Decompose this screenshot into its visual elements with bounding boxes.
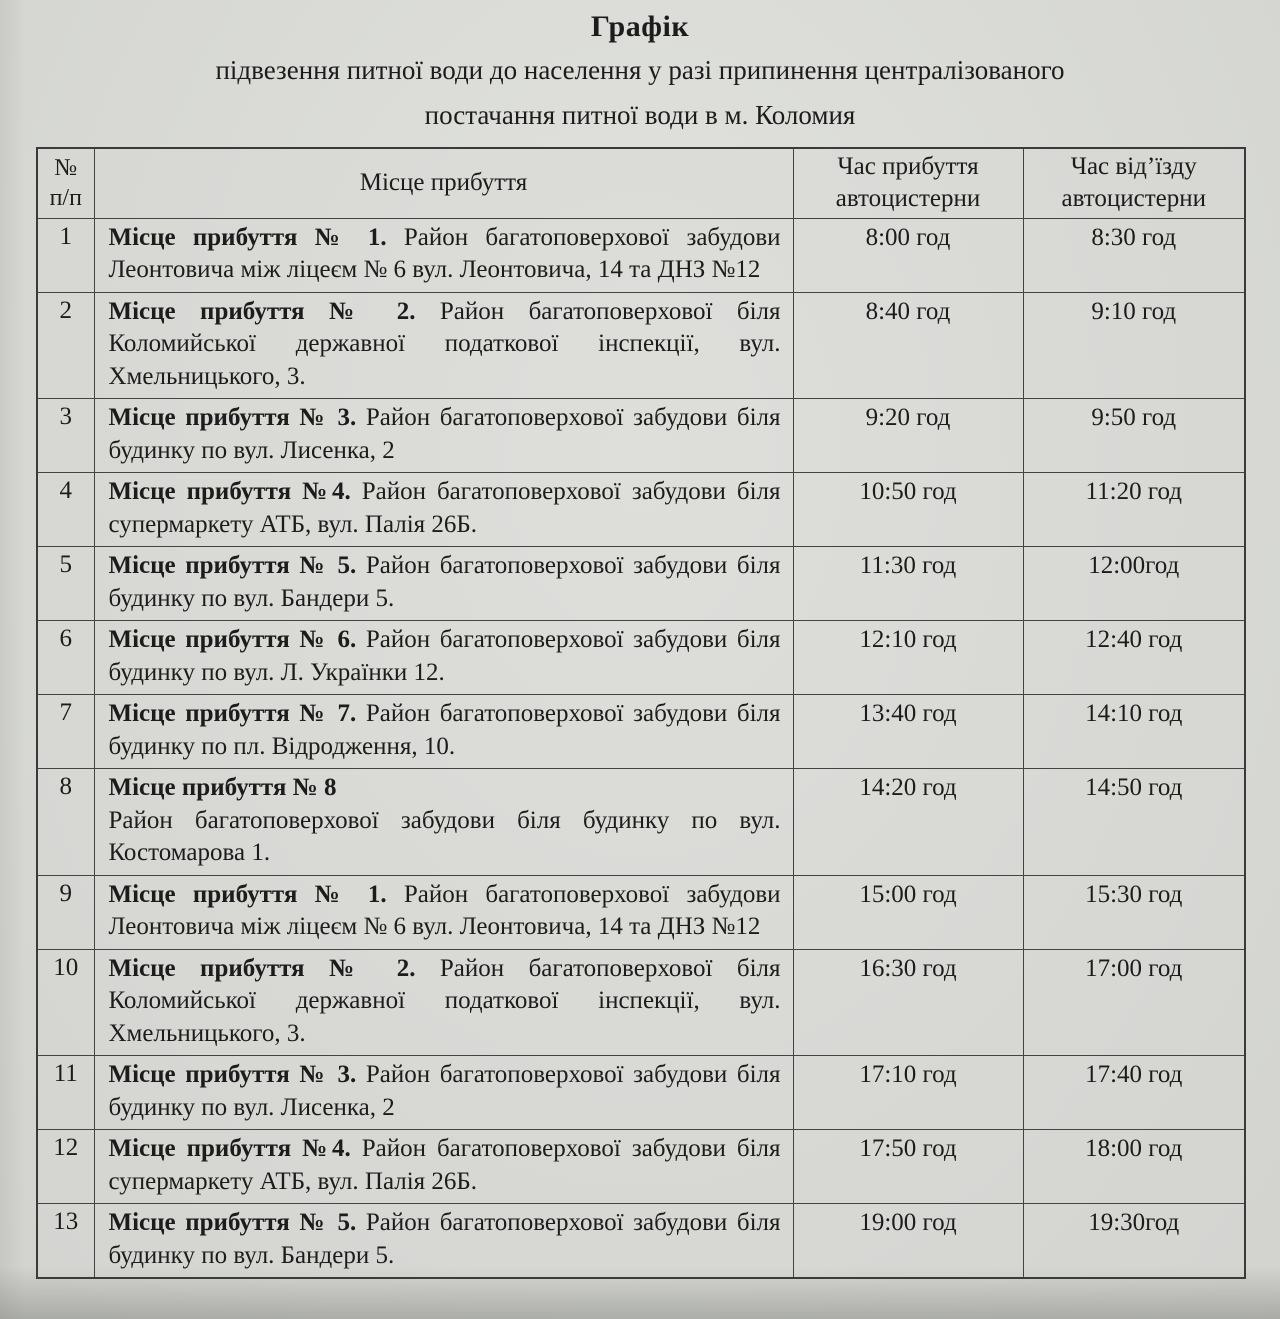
place-cell bbox=[94, 875, 793, 949]
page-title: Графік bbox=[590, 10, 690, 43]
row-number: 8 bbox=[37, 769, 94, 876]
place-title: Місце прибуття № 7. bbox=[108, 700, 357, 728]
departure-time: 11:20 год bbox=[1023, 473, 1245, 547]
place-description: Район багатоповерхової забудови біля будинку по вул. Бандери 5. bbox=[108, 1209, 781, 1269]
header-row bbox=[37, 148, 1245, 219]
departure-time: 19:30год bbox=[1023, 1204, 1245, 1279]
table-row bbox=[37, 1204, 1245, 1279]
arrival-time: 17:10 год bbox=[793, 1056, 1023, 1130]
row-number: 6 bbox=[37, 621, 94, 695]
place-title: Місце прибуття № 1. bbox=[108, 880, 387, 908]
row-number: 2 bbox=[37, 292, 94, 399]
place-cell bbox=[94, 695, 793, 769]
place-description: Район багатоповерхової забудови Леонтовича між ліцеєм № 6 вул. Леонтовича, 14 та ДНЗ №12 bbox=[108, 880, 781, 941]
place-title: Місце прибуття № 2. bbox=[108, 954, 416, 982]
place-description: Район багатоповерхової забудови біля будинку по пл. Відродження, 10. bbox=[108, 700, 781, 760]
row-number: 12 bbox=[37, 1130, 94, 1204]
place-description: Район багатоповерхової забудови біля будинку по вул. Бандери 5. bbox=[108, 552, 781, 612]
table-row bbox=[37, 1130, 1245, 1204]
place-title: Місце прибуття № 3. bbox=[108, 404, 357, 432]
arrival-time: 17:50 год bbox=[793, 1130, 1023, 1204]
table-row bbox=[37, 218, 1245, 292]
place-description: Район багатоповерхової забудови біля будинку по вул. Лисенка, 2 bbox=[108, 404, 781, 464]
arrival-time: 13:40 год bbox=[793, 695, 1023, 769]
departure-time: 14:10 год bbox=[1023, 695, 1245, 769]
row-number: 5 bbox=[37, 547, 94, 621]
place-cell bbox=[94, 547, 793, 621]
departure-time: 12:40 год bbox=[1023, 621, 1245, 695]
arrival-time: 19:00 год bbox=[793, 1204, 1023, 1279]
departure-time: 17:00 год bbox=[1023, 949, 1245, 1056]
row-number: 13 bbox=[37, 1204, 94, 1279]
table-row bbox=[37, 875, 1245, 949]
row-number: 4 bbox=[37, 473, 94, 547]
arrival-time: 12:10 год bbox=[793, 621, 1023, 695]
header-place: Місце прибуття bbox=[94, 148, 793, 219]
place-description: Район багатоповерхової забудови біля будинку по вул. Лисенка, 2 bbox=[108, 1061, 781, 1121]
table-row bbox=[37, 621, 1245, 695]
subtitle-line-2: постачання питної води в м. Коломия bbox=[424, 100, 856, 131]
place-cell bbox=[94, 769, 793, 876]
place-cell bbox=[94, 292, 793, 399]
place-cell bbox=[94, 218, 793, 292]
place-description: Район багатоповерхової забудови Леонтовича між ліцеєм № 6 вул. Леонтовича, 14 та ДНЗ №12 bbox=[108, 223, 781, 284]
departure-time: 8:30 год bbox=[1023, 218, 1245, 292]
header-number: № п/п bbox=[37, 148, 94, 219]
arrival-time: 8:00 год bbox=[793, 218, 1023, 292]
place-description: Район багатоповерхової забудови біля супермаркету АТБ, вул. Палія 26Б. bbox=[108, 478, 781, 538]
place-cell bbox=[94, 473, 793, 547]
arrival-time: 10:50 год bbox=[793, 473, 1023, 547]
place-description: Район багатоповерхової біля Коломийської державної податкової інспекції, вул. Хмельницького, 3. bbox=[108, 954, 781, 1047]
arrival-time: 15:00 год bbox=[793, 875, 1023, 949]
place-description: Район багатоповерхової забудови біля будинку по вул. Л. Українки 12. bbox=[108, 626, 781, 686]
place-title: Місце прибуття № 3. bbox=[108, 1061, 357, 1089]
place-title: Місце прибуття №4. bbox=[108, 1135, 351, 1163]
place-title: Місце прибуття № 5. bbox=[108, 552, 357, 580]
place-cell bbox=[94, 621, 793, 695]
header-arrival-time: Час прибуття автоцистерни bbox=[793, 148, 1023, 219]
table-row bbox=[37, 473, 1245, 547]
departure-time: 18:00 год bbox=[1023, 1130, 1245, 1204]
row-number: 10 bbox=[37, 949, 94, 1056]
place-cell bbox=[94, 1204, 793, 1279]
departure-time: 17:40 год bbox=[1023, 1056, 1245, 1130]
departure-time: 14:50 год bbox=[1023, 769, 1245, 876]
arrival-time: 14:20 год bbox=[793, 769, 1023, 876]
place-title: Місце прибуття № 2. bbox=[108, 297, 416, 325]
place-cell bbox=[94, 1056, 793, 1130]
schedule-table bbox=[36, 147, 1246, 1280]
place-title: Місце прибуття №4. bbox=[108, 478, 351, 506]
place-cell bbox=[94, 949, 793, 1056]
header-departure-time: Час від’їзду автоцистерни bbox=[1023, 148, 1245, 219]
departure-time: 9:50 год bbox=[1023, 399, 1245, 473]
place-title: Місце прибуття № 5. bbox=[108, 1209, 357, 1237]
place-cell bbox=[94, 399, 793, 473]
row-number: 11 bbox=[37, 1056, 94, 1130]
departure-time: 15:30 год bbox=[1023, 875, 1245, 949]
table-row bbox=[37, 1056, 1245, 1130]
departure-time: 12:00год bbox=[1023, 547, 1245, 621]
place-title: Місце прибуття № 8 bbox=[108, 774, 337, 802]
arrival-time: 8:40 год bbox=[793, 292, 1023, 399]
table-row bbox=[37, 769, 1245, 876]
row-number: 9 bbox=[37, 875, 94, 949]
place-description: Район багатоповерхової забудови біля супермаркету АТБ, вул. Палія 26Б. bbox=[108, 1135, 781, 1195]
row-number: 3 bbox=[37, 399, 94, 473]
table-row bbox=[37, 547, 1245, 621]
departure-time: 9:10 год bbox=[1023, 292, 1245, 399]
arrival-time: 11:30 год bbox=[793, 547, 1023, 621]
subtitle-line-1: підвезення питної води до населення у разі припинення централізованого bbox=[215, 55, 1065, 85]
place-title: Місце прибуття № 6. bbox=[108, 626, 357, 654]
arrival-time: 9:20 год bbox=[793, 399, 1023, 473]
table-body bbox=[37, 218, 1245, 1278]
table-row bbox=[37, 292, 1245, 399]
arrival-time: 16:30 год bbox=[793, 949, 1023, 1056]
page-subtitle bbox=[0, 48, 1280, 139]
place-cell bbox=[94, 1130, 793, 1204]
place-title: Місце прибуття № 1. bbox=[108, 223, 387, 251]
table-row bbox=[37, 695, 1245, 769]
table-row bbox=[37, 399, 1245, 473]
place-description: Район багатоповерхової забудови біля будинку по вул. Костомарова 1. bbox=[108, 806, 781, 867]
place-description: Район багатоповерхової біля Коломийської державної податкової інспекції, вул. Хмельницького, 3. bbox=[108, 297, 781, 390]
table-row bbox=[37, 949, 1245, 1056]
row-number: 7 bbox=[37, 695, 94, 769]
row-number: 1 bbox=[37, 218, 94, 292]
